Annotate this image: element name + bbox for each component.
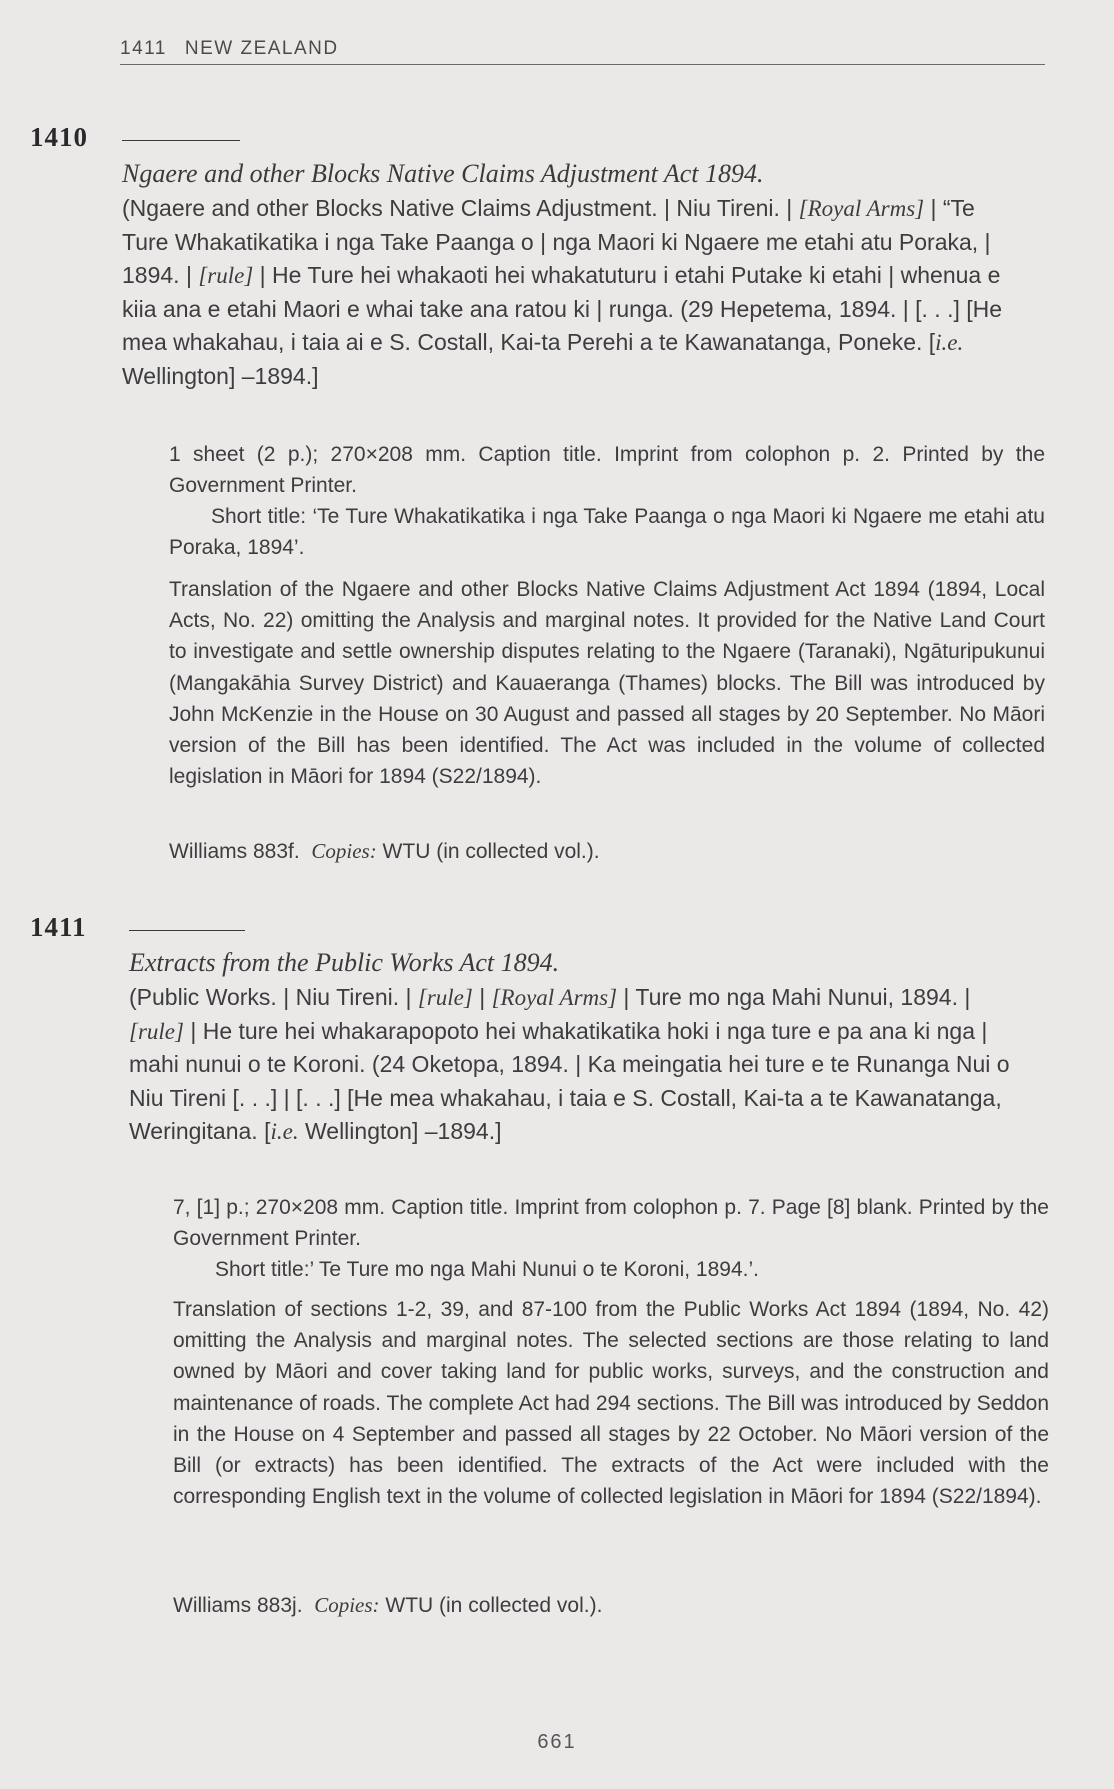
entry-number: 1411 <box>30 912 87 942</box>
entry-number-rule <box>129 930 245 931</box>
title-transcription: (Ngaere and other Blocks Native Claims Adjustment. | Niu Tireni. | [Royal Arms] | “Te Ture Whakatikatika i nga Take Paanga o | nga Maori ki Ngaere me etahi atu Poraka, | 1894. | [rule] | He Ture hei whakaoti hei whakatuturu i etahi Putake ki etahi | whenua e kiia ana e etahi Maori e whai take ana ratou ki | runga. (29 Hepetema, 1894. | [. . .] [He mea whakahau, i taia ai e S. Costall, Kai-ta Perehi a te Kawanatanga, Poneke. [i.e. Wellington] –1894.] <box>122 195 1003 389</box>
reference-line <box>173 1590 1049 1621</box>
entry-number: 1410 <box>30 122 88 152</box>
entry-number-rule <box>122 140 240 141</box>
copies-holdings: WTU (in collected vol.). <box>385 1594 603 1617</box>
short-title: Short title:’ Te Ture mo nga Mahi Nunui o te Koroni, 1894.’. <box>215 1258 759 1281</box>
translation-note: Translation of sections 1-2, 39, and 87-100 from the Public Works Act 1894 (1894, No. 42) omitting the Analysis and marginal notes. The selected sections are those relating to land owned by Māori and cover taking land for public works, surveys, and the construction and maintenance of roads. The complete Act had 294 sections. The Bill was introduced by Seddon in the House on 4 September and passed all stages by 22 October. No Māori version of the Bill (or extracts) has been identified. The extracts of the Act were included with the corresponding English text in the volume of collected legislation in Māori for 1894 (S22/1894). <box>173 1298 1049 1509</box>
collation: 7, [1] p.; 270×208 mm. Caption title. Imprint from colophon p. 7. Page [8] blank. Printed by the Government Printer. <box>173 1196 1049 1251</box>
bibliographic-reference: Williams 883j. <box>173 1594 303 1617</box>
bibliographic-reference: Williams 883f. <box>169 840 300 863</box>
entry-title: Ngaere and other Blocks Native Claims Adjustment Act 1894. <box>122 159 764 188</box>
reference-line <box>169 836 1045 867</box>
collation: 1 sheet (2 p.); 270×208 mm. Caption title. Imprint from colophon p. 2. Printed by the Government Printer. <box>169 443 1045 498</box>
copies-label: Copies: <box>314 1593 380 1617</box>
page-number: 661 <box>537 1731 577 1753</box>
translation-note: Translation of the Ngaere and other Blocks Native Claims Adjustment Act 1894 (1894, Local Acts, No. 22) omitting the Analysis and marginal notes. It provided for the Native Land Court to investigate and settle ownership disputes relating to the Ngaere (Taranaki), Ngāturipukunui (Mangakāhia Survey District) and Kauaeranga (Thames) blocks. The Bill was introduced by John McKenzie in the House on 30 August and passed all stages by 20 September. No Māori version of the Bill has been identified. The Act was included in the volume of collected legislation in Māori for 1894 (S22/1894). <box>169 578 1045 789</box>
running-head-country: NEW ZEALAND <box>184 38 339 59</box>
running-head-range: 1411 <box>120 38 167 59</box>
title-transcription: (Public Works. | Niu Tireni. | [rule] | [Royal Arms] | Ture mo nga Mahi Nunui, 1894. | [rule] | He ture hei whakarapopoto hei whakatikatika hoki i nga ture e pa ana ki nga | mahi nunui o te Koroni. (24 Oketopa, 1894. | Ka meingatia hei ture e te Runanga Nui o Niu Tireni [. . .] | [. . .] [He mea whakahau, i taia e S. Costall, Kai-ta a te Kawanatanga, Weringitana. [i.e. Wellington] –1894.] <box>129 984 1010 1145</box>
copies-label: Copies: <box>311 839 377 863</box>
running-head <box>120 38 1045 65</box>
copies-holdings: WTU (in collected vol.). <box>382 840 600 863</box>
entry-title: Extracts from the Public Works Act 1894. <box>129 948 560 977</box>
short-title: Short title: ‘Te Ture Whakatikatika i nga Take Paanga o nga Maori ki Ngaere me etahi atu Poraka, 1894’. <box>169 505 1045 560</box>
